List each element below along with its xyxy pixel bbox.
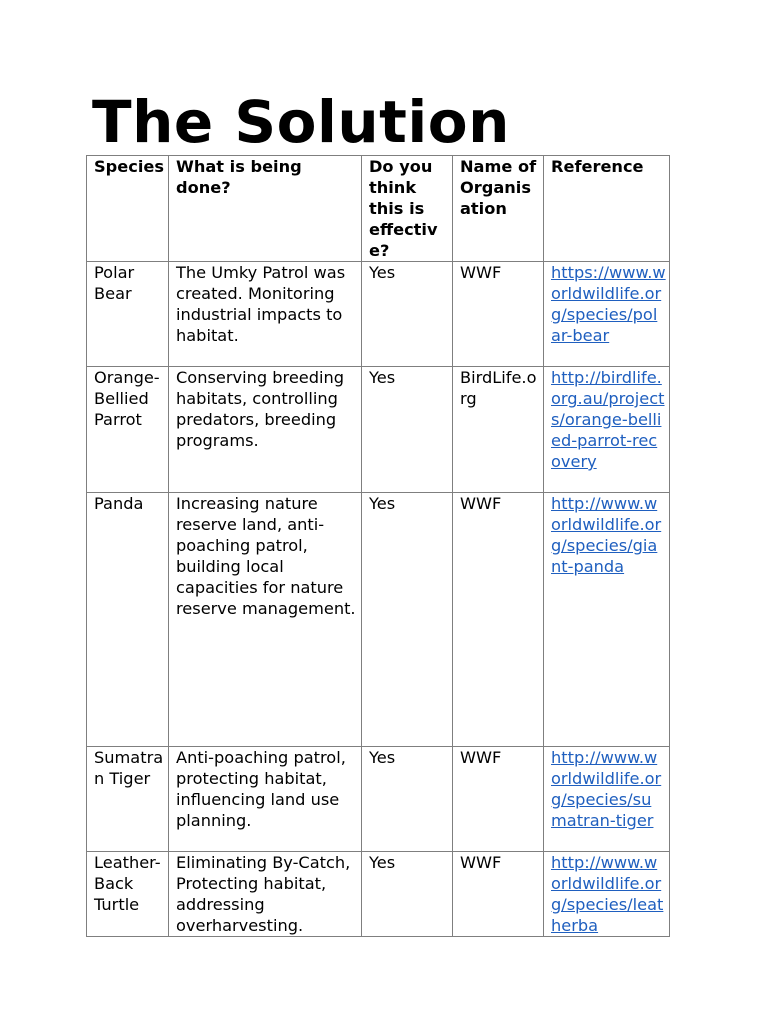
reference-link[interactable]: http://www.worldwildlife.org/species/leatherba (551, 853, 664, 935)
species-cell: Orange-Bellied Parrot (87, 367, 169, 493)
organisation-cell: WWF (453, 852, 544, 937)
header-effective: Do you think this is effective? (362, 156, 453, 262)
action-cell: Conserving breeding habitats, controlling predators, breeding programs. (169, 367, 362, 493)
effective-cell: Yes (362, 493, 453, 747)
effective-cell: Yes (362, 852, 453, 937)
reference-cell (544, 367, 670, 493)
reference-cell (544, 262, 670, 367)
table-row (87, 747, 670, 852)
table-row (87, 367, 670, 493)
organisation-cell: WWF (453, 493, 544, 747)
reference-cell (544, 493, 670, 747)
organisation-cell: WWF (453, 262, 544, 367)
reference-link[interactable]: http://www.worldwildlife.org/species/giant-panda (551, 494, 662, 576)
table-header-row (87, 156, 670, 262)
effective-cell: Yes (362, 262, 453, 367)
reference-cell (544, 852, 670, 937)
species-cell: Panda (87, 493, 169, 747)
reference-link[interactable]: https://www.worldwildlife.org/species/polar-bear (551, 263, 666, 345)
species-cell: Leather-Back Turtle (87, 852, 169, 937)
species-cell: Polar Bear (87, 262, 169, 367)
species-cell: Sumatran Tiger (87, 747, 169, 852)
organisation-cell: BirdLife.org (453, 367, 544, 493)
solution-table (86, 155, 670, 937)
header-action: What is being done? (169, 156, 362, 262)
header-organisation: Name of Organisation (453, 156, 544, 262)
action-cell: The Umky Patrol was created. Monitoring industrial impacts to habitat. (169, 262, 362, 367)
organisation-cell: WWF (453, 747, 544, 852)
effective-cell: Yes (362, 747, 453, 852)
action-cell: Increasing nature reserve land, anti-poaching patrol, building local capacities for nature reserve management. (169, 493, 362, 747)
header-species: Species (87, 156, 169, 262)
table-row (87, 852, 670, 937)
reference-link[interactable]: http://www.worldwildlife.org/species/sumatran-tiger (551, 748, 662, 830)
reference-link[interactable]: http://birdlife.org.au/projects/orange-bellied-parrot-recovery (551, 368, 665, 471)
effective-cell: Yes (362, 367, 453, 493)
page-title: The Solution (92, 88, 510, 156)
header-reference: Reference (544, 156, 670, 262)
table-row (87, 262, 670, 367)
action-cell: Eliminating By-Catch, Protecting habitat, addressing overharvesting. (169, 852, 362, 937)
action-cell: Anti-poaching patrol, protecting habitat, influencing land use planning. (169, 747, 362, 852)
table-row (87, 493, 670, 747)
reference-cell (544, 747, 670, 852)
